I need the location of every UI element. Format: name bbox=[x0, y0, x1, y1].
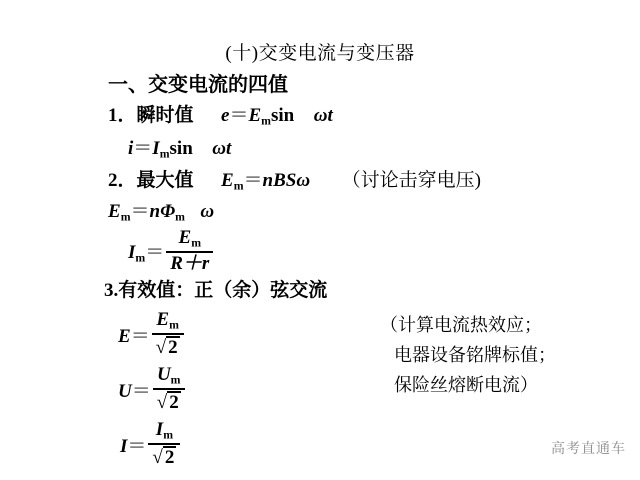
eq-U-numerator bbox=[153, 365, 185, 390]
item-2-row bbox=[108, 165, 481, 193]
eq-E-num-sub: m bbox=[169, 318, 179, 332]
item-3-label: 3.有效值：正（余）弦交流 bbox=[104, 280, 328, 301]
item-1-eq-omega-t: ωt bbox=[313, 105, 333, 126]
item-2b-eq-omega: ω bbox=[200, 201, 215, 222]
radical-icon: √ bbox=[152, 446, 163, 468]
watermark: 高考直通车 bbox=[551, 440, 626, 456]
item-2b-eq-n: n bbox=[149, 201, 161, 222]
im-eq-sign: ＝ bbox=[145, 242, 165, 264]
item-2-eq-lhs-sub: m bbox=[233, 179, 244, 193]
eq-U-denominator bbox=[153, 390, 185, 413]
eq-I-numerator bbox=[148, 420, 180, 445]
eq-E-lhs: E bbox=[118, 326, 131, 348]
item-1-label: 1．瞬时值 bbox=[108, 105, 194, 126]
item-2-eq-sign: ＝ bbox=[243, 170, 263, 191]
item-1-eq-sign: ＝ bbox=[229, 105, 249, 126]
item-2b-eq-lhs: E bbox=[108, 201, 121, 222]
eq-E-num-E: E bbox=[156, 309, 170, 330]
section-heading: 一、交变电流的四值 bbox=[108, 74, 288, 96]
item-2b-eq-lhs-sub: m bbox=[120, 210, 131, 224]
im-num-sub: m bbox=[191, 236, 202, 250]
item-1-eq-sin: sin bbox=[270, 105, 295, 126]
eq-U-num-U: U bbox=[156, 364, 171, 385]
item-1-row-2 bbox=[128, 133, 231, 161]
item-2-label: 2．最大值 bbox=[108, 170, 194, 191]
item-2-eq-lhs: E bbox=[221, 170, 234, 191]
item-2b-eq-phi: Φ bbox=[160, 201, 176, 222]
eq-U-row bbox=[118, 365, 187, 413]
item-2-fraction-row bbox=[128, 228, 215, 274]
eq-E-numerator bbox=[152, 310, 184, 335]
im-lhs: I bbox=[128, 242, 136, 264]
im-fraction bbox=[166, 228, 213, 274]
eq-U-fraction bbox=[153, 365, 185, 413]
eq-E-fraction bbox=[152, 310, 184, 358]
item-1-eq-E: E bbox=[248, 105, 262, 126]
item-1b-eq-I: I bbox=[152, 138, 160, 159]
item-2b-eq-phi-sub: m bbox=[175, 210, 185, 224]
radical-icon: √ bbox=[155, 336, 167, 358]
item-1-eq-lhs: e bbox=[221, 105, 230, 126]
eq-I-sign: ＝ bbox=[127, 436, 147, 458]
im-lhs-sub: m bbox=[135, 251, 146, 265]
item-2b-eq-sign: ＝ bbox=[130, 201, 150, 222]
eq-I-radicand: 2 bbox=[164, 446, 175, 468]
item-2-eq-rhs: nBSω bbox=[262, 170, 311, 191]
item-2-row-2 bbox=[108, 196, 214, 224]
item-2-note: （讨论击穿电压) bbox=[341, 170, 481, 191]
item-1b-eq-sin: sin bbox=[169, 138, 193, 159]
eq-U-sign: ＝ bbox=[131, 381, 151, 403]
note-line-1: （计算电流热效应； bbox=[380, 315, 542, 335]
item-1b-eq-lhs: i bbox=[128, 138, 134, 159]
eq-E-row bbox=[118, 310, 186, 358]
eq-I-sqrt bbox=[152, 446, 176, 468]
note-line-2: 电器设备铭牌标值； bbox=[394, 345, 556, 365]
note-line-3: 保险丝熔断电流） bbox=[394, 375, 538, 395]
eq-E-radicand: 2 bbox=[168, 336, 178, 358]
radical-icon: √ bbox=[156, 391, 168, 413]
item-1b-eq-I-sub: m bbox=[159, 147, 170, 161]
item-1-eq-E-sub: m bbox=[261, 114, 271, 128]
eq-U-lhs: U bbox=[118, 381, 132, 403]
eq-I-num-sub: m bbox=[163, 428, 173, 442]
page-title: (十)交变电流与变压器 bbox=[225, 43, 415, 64]
eq-I-fraction bbox=[148, 420, 180, 468]
im-numerator bbox=[166, 228, 213, 253]
eq-U-sqrt bbox=[157, 391, 181, 413]
item-1-row bbox=[108, 100, 333, 128]
item-1b-eq-sign: ＝ bbox=[133, 138, 153, 159]
eq-I-row bbox=[120, 420, 182, 468]
eq-I-num-I: I bbox=[155, 419, 164, 440]
eq-U-radicand: 2 bbox=[169, 391, 179, 413]
item-1b-eq-omega-t: ωt bbox=[212, 138, 232, 159]
im-denominator: R＋r bbox=[170, 252, 210, 274]
eq-E-denominator bbox=[152, 335, 184, 358]
eq-I-denominator bbox=[148, 445, 180, 468]
eq-E-sqrt bbox=[156, 336, 180, 358]
eq-I-lhs: I bbox=[120, 436, 128, 458]
eq-U-num-sub: m bbox=[170, 373, 181, 387]
note-block bbox=[380, 310, 556, 400]
im-num-E: E bbox=[178, 227, 192, 248]
eq-E-sign: ＝ bbox=[130, 326, 150, 348]
